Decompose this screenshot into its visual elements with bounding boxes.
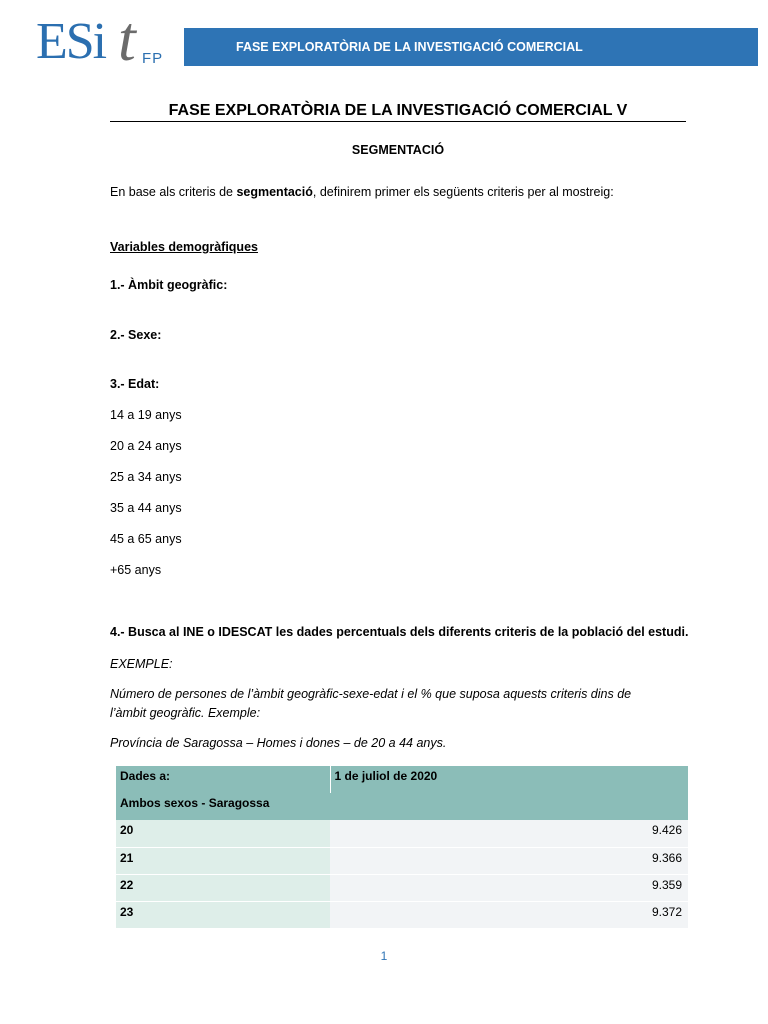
age-range-item: 45 a 65 anys — [110, 532, 182, 546]
table-cell-age: 21 — [116, 847, 330, 874]
table-cell-age: 22 — [116, 874, 330, 901]
table-row — [116, 847, 688, 874]
item-sexe: 2.- Sexe: — [110, 328, 162, 342]
document-subtitle: SEGMENTACIÓ — [351, 143, 445, 157]
table-cell-value: 9.426 — [330, 820, 688, 847]
document-title: FASE EXPLORATÒRIA DE LA INVESTIGACIÓ COMERCIAL V — [168, 102, 628, 119]
intro-text-before: En base als criteris de — [110, 185, 237, 199]
table-cell-value: 9.359 — [330, 874, 688, 901]
item-ambit: 1.- Àmbit geogràfic: — [110, 278, 228, 292]
population-table — [116, 766, 688, 929]
intro-text-after: , definirem primer els següents criteris per al mostreig: — [312, 185, 614, 199]
age-range-item: +65 anys — [110, 563, 162, 577]
table-row — [116, 820, 688, 847]
intro-paragraph — [110, 184, 614, 200]
age-range-item: 20 a 24 anys — [110, 439, 182, 453]
logo-esi-text: ESi — [36, 13, 106, 70]
age-range-item: 14 a 19 anys — [110, 408, 182, 422]
esit-fp-logo — [36, 3, 176, 74]
title-underline — [110, 121, 686, 122]
table-row — [116, 874, 688, 901]
age-range-item: 35 a 44 anys — [110, 501, 182, 515]
table-row — [116, 901, 688, 928]
task-instruction: 4.- Busca al INE o IDESCAT les dades percentuals dels diferents criteris de la població del estudi. — [110, 625, 689, 639]
logo-fp-text: FP — [142, 50, 164, 67]
table-cell-value: 9.366 — [330, 847, 688, 874]
section-heading: Variables demogràfiques — [110, 240, 258, 254]
table-cell-age: 23 — [116, 901, 330, 928]
page-number: 1 — [380, 949, 388, 963]
example-case: Província de Saragossa – Homes i dones – de 20 a 44 anys. — [110, 736, 447, 750]
logo-t-letter: t — [118, 3, 136, 74]
table-cell-value: 9.372 — [330, 901, 688, 928]
header-banner — [184, 28, 758, 66]
table-header-date: 1 de juliol de 2020 — [330, 766, 688, 793]
table-group-row — [116, 793, 688, 820]
table-group-label: Ambos sexos - Saragossa — [116, 793, 688, 820]
example-label: EXEMPLE: — [110, 657, 173, 671]
example-description-line1: Número de persones de l’àmbit geogràfic-sexe-edat i el % que suposa aquests criteris dins de — [110, 687, 632, 701]
header-banner-text: FASE EXPLORATÒRIA DE LA INVESTIGACIÓ COMERCIAL — [236, 40, 583, 54]
item-edat: 3.- Edat: — [110, 377, 160, 391]
intro-text-bold: segmentació — [236, 185, 313, 199]
table-cell-age: 20 — [116, 820, 330, 847]
table-header-row — [116, 766, 688, 793]
age-range-item: 25 a 34 anys — [110, 470, 182, 484]
example-description-line2: l’àmbit geogràfic. Exemple: — [110, 706, 261, 720]
table-header-label: Dades a: — [116, 766, 330, 793]
